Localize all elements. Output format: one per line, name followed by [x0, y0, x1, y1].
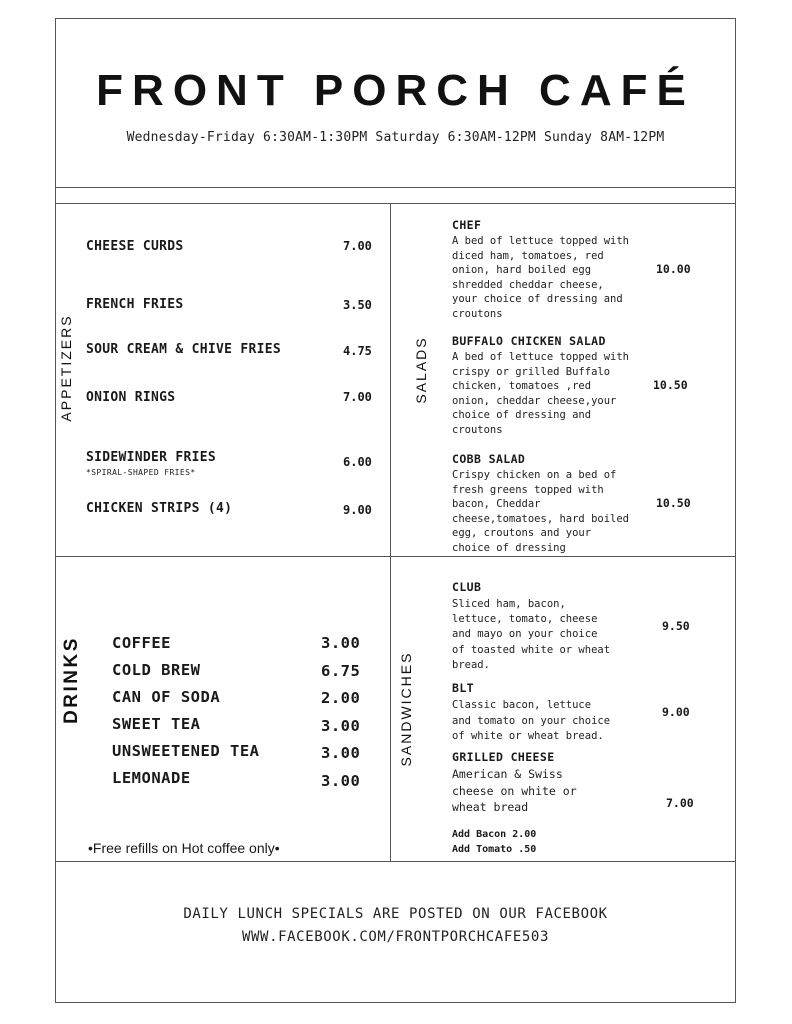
hours-line: Wednesday-Friday 6:30AM-1:30PM Saturday 6:30AM-12PM Sunday 8AM-12PM — [126, 130, 665, 145]
appetizer-price: 3.50 — [343, 298, 372, 312]
appetizer-price: 7.00 — [343, 239, 372, 253]
middle-divider — [55, 556, 736, 557]
drink-name: COFFEE — [112, 634, 171, 652]
drink-price: 3.00 — [321, 772, 361, 790]
appetizer-name: SIDEWINDER FRIES — [86, 450, 217, 465]
appetizer-price: 7.00 — [343, 390, 372, 404]
salad-name: BUFFALO CHICKEN SALAD — [452, 334, 606, 348]
sandwich-description: Classic bacon, lettuce and tomato on your choice of white or wheat bread. — [452, 699, 611, 742]
salad-price: 10.50 — [656, 496, 691, 510]
drink-price: 2.00 — [321, 689, 361, 707]
sandwich-price: 9.00 — [662, 705, 690, 719]
sandwich-description: American & Swiss cheese on white or wheat bread — [452, 767, 577, 814]
salad-price: 10.00 — [656, 262, 691, 276]
refill-note: •Free refills on Hot coffee only• — [88, 840, 280, 856]
appetizer-name: ONION RINGS — [86, 390, 176, 405]
header-divider-top — [55, 187, 736, 188]
page-title: FRONT PORCH CAFÉ — [96, 66, 695, 115]
salad-name: COBB SALAD — [452, 452, 526, 466]
addon-bacon: Add Bacon 2.00 — [452, 829, 537, 840]
appetizer-name: SOUR CREAM & CHIVE FRIES — [86, 342, 282, 357]
sandwiches-section-label: SANDWICHES — [398, 651, 414, 767]
salad-description: A bed of lettuce topped with diced ham, tomatoes, red onion, hard boiled egg shredded cheddar cheese, your choice of dressing and croutons — [452, 235, 630, 320]
appetizer-name: CHEESE CURDS — [86, 239, 184, 254]
appetizer-price: 4.75 — [343, 344, 372, 358]
appetizer-price: 6.00 — [343, 455, 372, 469]
sandwich-price: 7.00 — [666, 796, 694, 810]
appetizer-note: *SPIRAL-SHAPED FRIES* — [86, 468, 196, 477]
appetizer-price: 9.00 — [343, 503, 372, 517]
addon-tomato: Add Tomato .50 — [452, 844, 537, 855]
drink-name: SWEET TEA — [112, 715, 201, 733]
drinks-section-label: DRINKS — [61, 636, 82, 724]
drink-price: 3.00 — [321, 744, 361, 762]
salad-description: A bed of lettuce topped with crispy or grilled Buffalo chicken, tomatoes ,red onion, cheddar cheese,your choice of dressing and croutons — [452, 351, 630, 436]
drink-price: 3.00 — [321, 634, 361, 652]
footer-facebook-url: WWW.FACEBOOK.COM/FRONTPORCHCAFE503 — [242, 929, 549, 945]
sandwich-name: BLT — [452, 681, 474, 695]
drink-name: CAN OF SODA — [112, 688, 221, 706]
sandwich-name: CLUB — [452, 580, 482, 594]
drink-name: LEMONADE — [112, 769, 191, 787]
drink-name: COLD BREW — [112, 661, 201, 679]
sandwich-price: 9.50 — [662, 619, 690, 633]
header-divider-bottom — [55, 203, 736, 204]
appetizers-section-label: APPETIZERS — [58, 314, 74, 422]
salad-name: CHEF — [452, 218, 482, 232]
salad-description: Crispy chicken on a bed of fresh greens topped with bacon, Cheddar cheese,tomatoes, hard boiled egg, croutons and your choice of dressing — [452, 469, 630, 554]
sandwich-name: GRILLED CHEESE — [452, 750, 555, 764]
drink-name: UNSWEETENED TEA — [112, 742, 260, 760]
appetizer-name: CHICKEN STRIPS (4) — [86, 501, 233, 516]
drink-price: 3.00 — [321, 717, 361, 735]
footer-specials-text: DAILY LUNCH SPECIALS ARE POSTED ON OUR FACEBOOK — [183, 906, 608, 922]
drink-price: 6.75 — [321, 662, 361, 680]
appetizer-name: FRENCH FRIES — [86, 297, 184, 312]
sandwich-description: Sliced ham, bacon, lettuce, tomato, cheese and mayo on your choice of toasted white or wheat bread. — [452, 598, 611, 671]
footer-divider — [55, 861, 736, 862]
column-divider — [390, 203, 391, 861]
salads-section-label: SALADS — [413, 336, 429, 404]
salad-price: 10.50 — [653, 378, 688, 392]
